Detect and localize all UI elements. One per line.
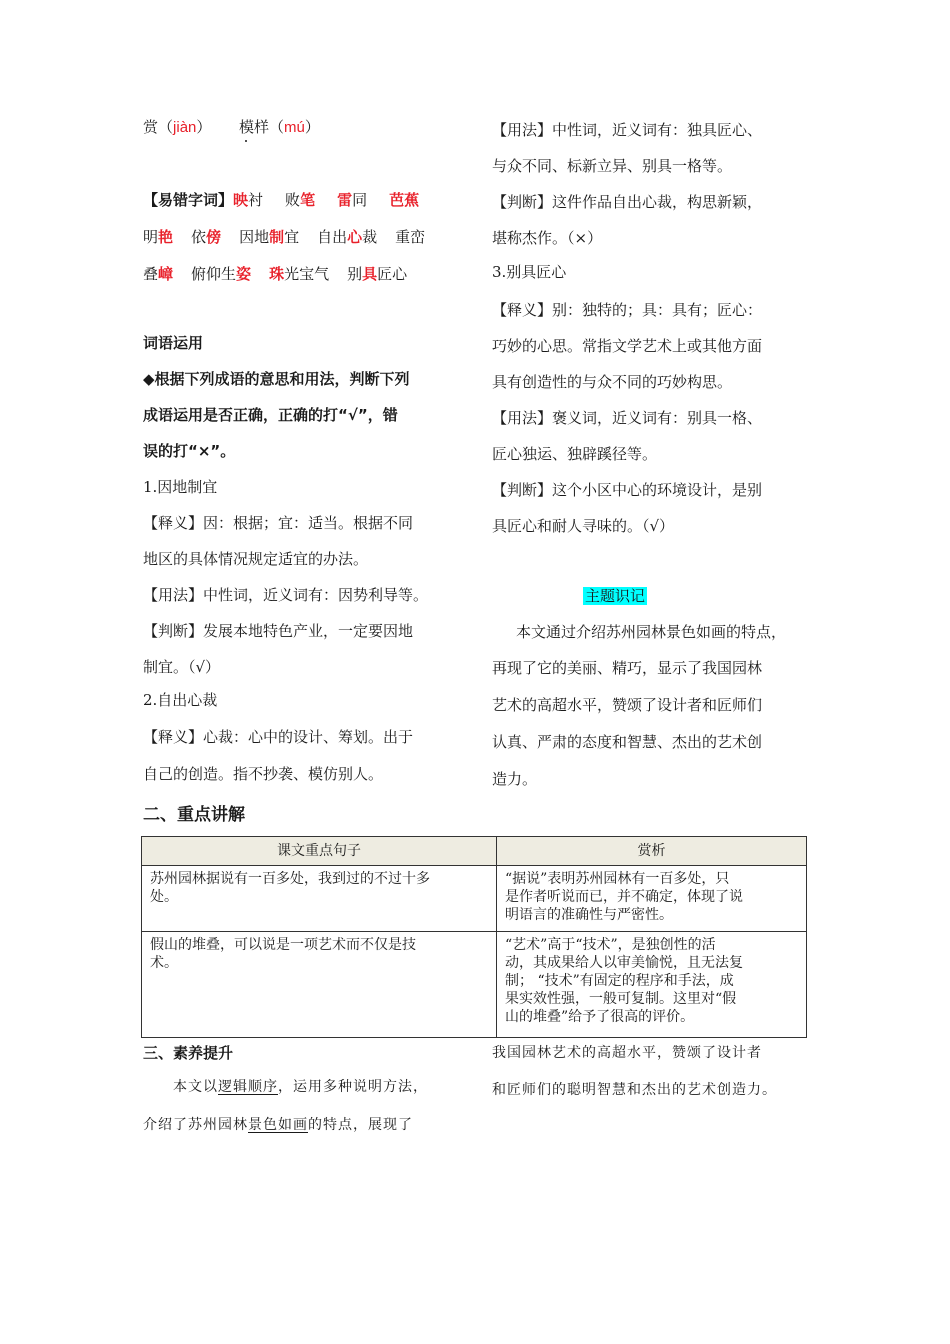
word-usage-title: 词语运用 — [143, 334, 204, 352]
item1-judge-2: 制宜。（√） — [143, 658, 221, 676]
theme-line-1: 本文通过介绍苏州园林景色如画的特点， — [516, 623, 787, 641]
table-row — [142, 932, 807, 1038]
item2-meaning-2: 自己的创造。指不抄袭、模仿别人。 — [143, 765, 384, 783]
typo-line-2: 明艳 依傍 因地制宜 自出心裁 重峦 — [143, 228, 426, 246]
instruction-line-3: 误的打“×”。 — [143, 442, 236, 460]
item3-usage-1: 【用法】褒义词，近义词有：别具一格、 — [492, 409, 763, 427]
item2-judge-2: 堪称杰作。（×） — [492, 229, 603, 247]
row2-analysis: “艺术”高于“技术”，是独创性的活 动，其成果给人以审美愉悦，且无法复 制； “技术”有固定的程序和手法，成 果实效性强，一般可复制。这里对“假 山的堆叠”给予了很高的评价。 — [497, 932, 807, 1038]
row1-analysis: “据说”表明苏州园林有一百多处，只 是作者听说而已，并不确定，体现了说 明语言的准确性与严密性。 — [497, 866, 807, 932]
item2-usage-1: 【用法】中性词，近义词有：独具匠心、 — [492, 121, 763, 139]
item3-meaning-3: 具有创造性的与众不同的巧妙构思。 — [492, 373, 733, 391]
theme-title: 主题识记 — [585, 587, 646, 605]
section3-line-1: 本文以逻辑顺序，运用多种说明方法， — [173, 1079, 428, 1095]
section3-heading: 三、素养提升 — [143, 1044, 234, 1062]
word-muyang: 模样（mú） — [238, 118, 320, 136]
theme-line-4: 认真、严肃的态度和智慧、杰出的艺术创 — [492, 733, 763, 751]
pinyin-line — [143, 117, 320, 138]
section2-heading: 二、重点讲解 — [143, 805, 245, 825]
item3-judge-2: 具匠心和耐人寻味的。（√） — [492, 517, 675, 535]
item1-meaning-1: 【释义】因：根据；宜：适当。根据不同 — [143, 514, 414, 532]
typo-label: 【易错字词】 — [143, 191, 234, 209]
header-sentence: 课文重点句子 — [142, 837, 497, 866]
item3-meaning-1: 【释义】别：独特的；具：具有；匠心： — [492, 301, 763, 319]
item2-meaning-1: 【释义】心裁：心中的设计、筹划。出于 — [143, 728, 414, 746]
item1-judge-1: 【判断】发展本地特色产业，一定要因地 — [143, 622, 414, 640]
section3-line-2: 介绍了苏州园林景色如画的特点，展现了 — [143, 1117, 413, 1133]
item2-judge-1: 【判断】这件作品自出心裁，构思新颖， — [492, 193, 763, 211]
theme-line-5: 造力。 — [492, 770, 538, 788]
theme-line-3: 艺术的高超水平，赞颂了设计者和匠师们 — [492, 696, 763, 714]
item1-usage: 【用法】中性词，近义词有：因势利导等。 — [143, 586, 429, 604]
typo-line-1: 【易错字词】映衬 败笔 雷同 芭蕉 — [143, 191, 420, 209]
key-sentences-table — [141, 836, 807, 1038]
instruction-line-1: ◆根据下列成语的意思和用法，判断下列 — [143, 370, 410, 388]
row2-sentence: 假山的堆叠，可以说是一项艺术而不仅是技 术。 — [142, 932, 497, 1038]
item1-title: 1.因地制宜 — [143, 478, 218, 496]
header-analysis: 赏析 — [497, 837, 807, 866]
item1-meaning-2: 地区的具体情况规定适宜的办法。 — [143, 550, 369, 568]
instruction-line-2: 成语运用是否正确，正确的打“√”，错 — [143, 406, 398, 424]
item3-title: 3.别具匠心 — [492, 263, 567, 281]
table-header-row — [142, 837, 807, 866]
item2-usage-2: 与众不同、标新立异、别具一格等。 — [492, 157, 733, 175]
item3-usage-2: 匠心独运、独辟蹊径等。 — [492, 445, 658, 463]
table-row — [142, 866, 807, 932]
item3-judge-1: 【判断】这个小区中心的环境设计，是别 — [492, 481, 763, 499]
typo-line-3: 叠嶂 俯仰生姿 珠光宝气 别具匠心 — [143, 265, 408, 283]
item3-meaning-2: 巧妙的心思。常指文学艺术上或其他方面 — [492, 337, 763, 355]
item2-title: 2.自出心裁 — [143, 691, 218, 709]
theme-line-2: 再现了它的美丽、精巧，显示了我国园林 — [492, 659, 763, 677]
section3-right-line-2: 和匠师们的聪明智慧和杰出的艺术创造力。 — [492, 1082, 777, 1098]
row1-sentence: 苏州园林据说有一百多处，我到过的不过十多 处。 — [142, 866, 497, 932]
word-shang-jian: 赏（jiàn） — [143, 118, 212, 136]
section3-right-line-1: 我国园林艺术的高超水平，赞颂了设计者 — [492, 1045, 762, 1061]
